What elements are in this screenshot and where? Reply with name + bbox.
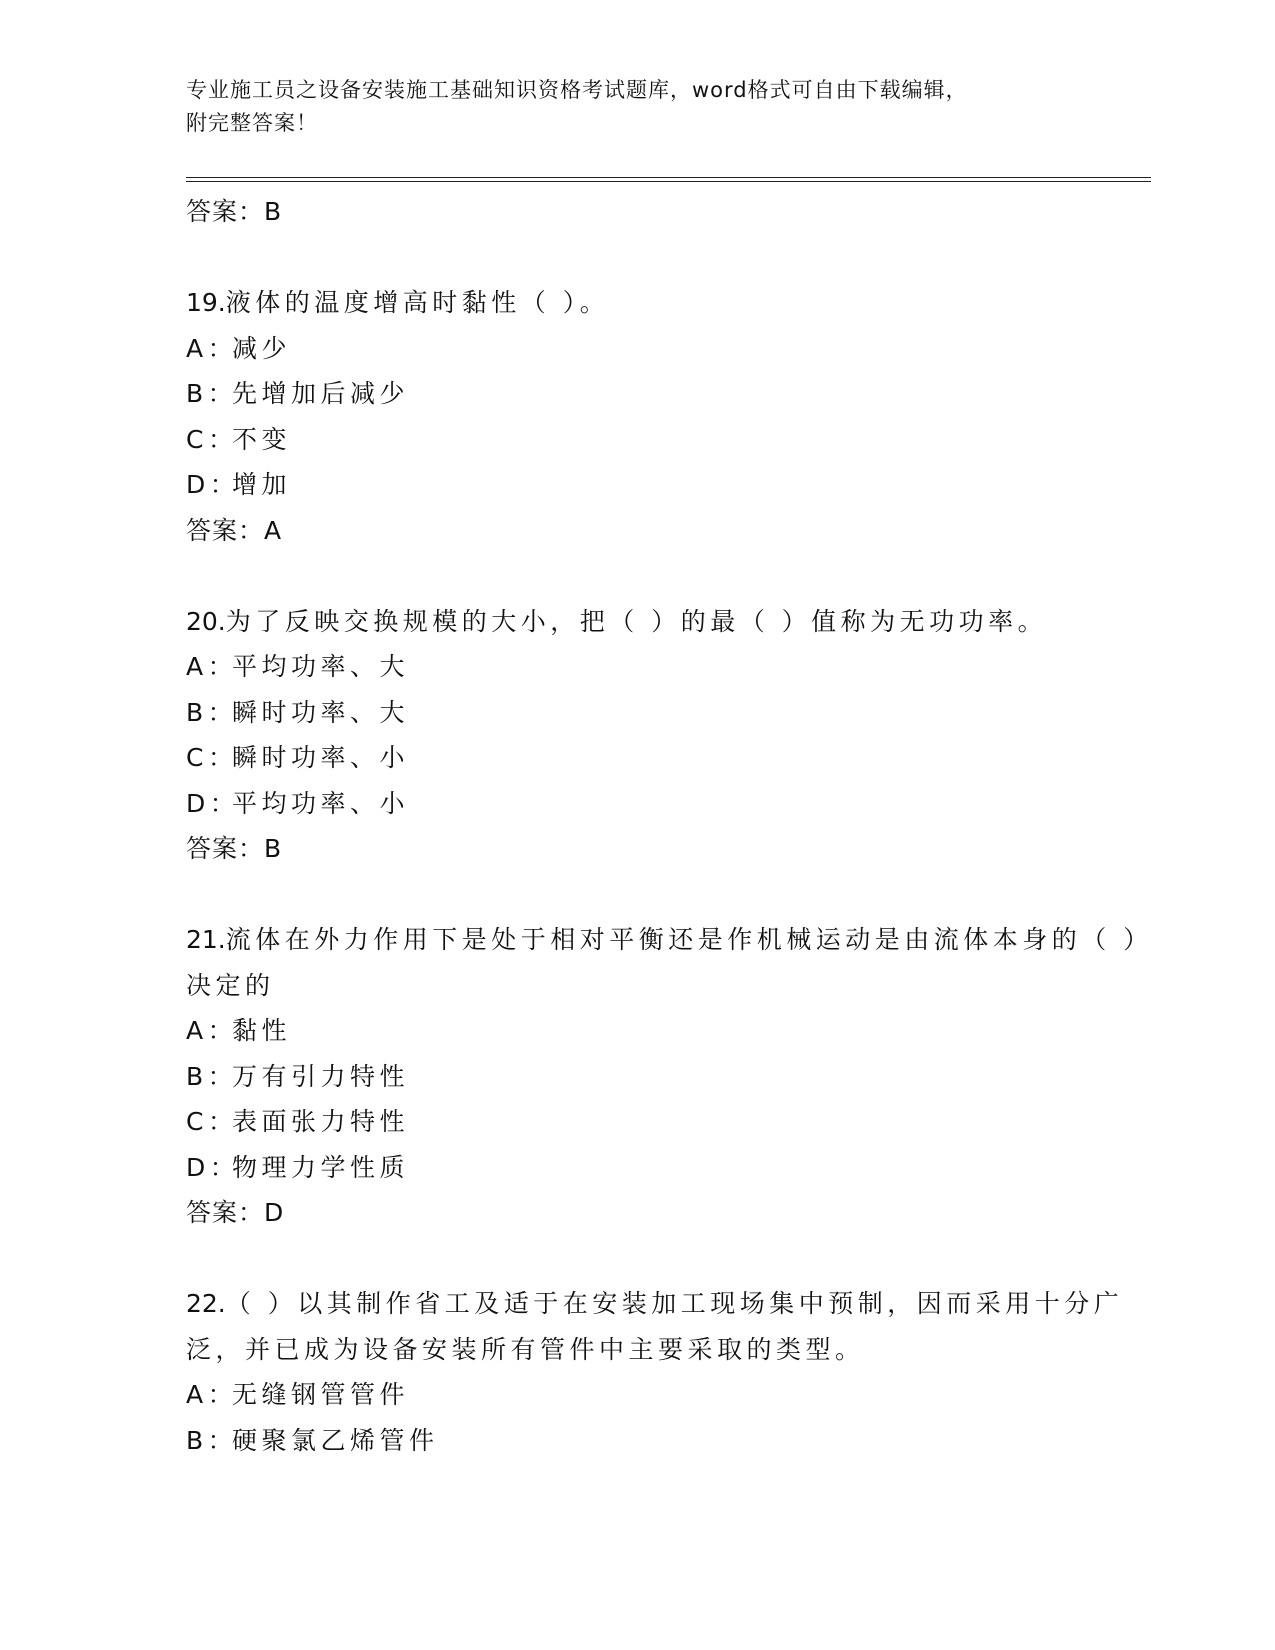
- option-letter: A：: [186, 1016, 238, 1045]
- option-b: [186, 690, 1146, 736]
- option-b: [186, 371, 1146, 417]
- option-text: 无缝钢管管件: [232, 1380, 410, 1409]
- answer-line: 答案：A: [186, 515, 283, 545]
- answer-line: 答案：B: [186, 834, 283, 863]
- option-text: 平均功率、大: [232, 652, 410, 681]
- option-letter: A：: [186, 333, 238, 363]
- option-d: [186, 1145, 1146, 1191]
- option-text: 不变: [232, 424, 292, 454]
- option-d: [186, 781, 1146, 827]
- option-text: 瞬时功率、大: [232, 697, 410, 727]
- option-letter: A：: [186, 652, 238, 681]
- question-stem: （ ）以其制作省工及适于在安装加工现场集中预制，因而采用十分广泛，并已成为设备安装所有管件中主要采取的类型。: [186, 1289, 1124, 1364]
- option-text: 增加: [232, 470, 292, 499]
- option-b: [186, 1418, 1146, 1464]
- question-list: [186, 189, 1146, 1463]
- option-letter: C：: [186, 424, 238, 454]
- option-letter: C：: [186, 743, 238, 772]
- option-a: [186, 644, 1146, 690]
- option-text: 减少: [232, 333, 292, 363]
- question-number: 20.: [186, 606, 226, 636]
- option-text: 瞬时功率、小: [232, 743, 410, 772]
- option-letter: D：: [186, 788, 240, 818]
- question-text: [186, 599, 1146, 645]
- option-text: 万有引力特性: [232, 1061, 410, 1091]
- option-a: [186, 1008, 1146, 1054]
- question-19: [186, 280, 1146, 553]
- option-c: [186, 1099, 1146, 1145]
- option-d: [186, 462, 1146, 508]
- question-number: 19.: [186, 288, 226, 317]
- option-letter: B：: [186, 1061, 238, 1091]
- header-divider-bottom: [186, 181, 1151, 182]
- question-number: 22.: [186, 1289, 226, 1318]
- option-text: 平均功率、小: [232, 788, 410, 818]
- option-b: [186, 1054, 1146, 1100]
- option-letter: B：: [186, 379, 238, 408]
- option-letter: A：: [186, 1380, 238, 1409]
- question-22: [186, 1281, 1146, 1463]
- option-c: [186, 735, 1146, 781]
- option-letter: D：: [186, 1152, 240, 1182]
- option-letter: B：: [186, 697, 238, 727]
- answer-line: 答案：D: [186, 1198, 285, 1227]
- question-text: [186, 280, 1146, 326]
- document-header: [186, 74, 1086, 140]
- option-letter: D：: [186, 470, 240, 499]
- header-line-2: 附完整答案！: [186, 111, 318, 135]
- question-21: [186, 917, 1146, 1235]
- question-20: [186, 599, 1146, 872]
- header-divider-top: [186, 177, 1151, 178]
- option-a: [186, 326, 1146, 372]
- question-number: 21.: [186, 925, 226, 954]
- option-a: [186, 1372, 1146, 1418]
- question-stem: 为了反映交换规模的大小，把（ ）的最（ ）值称为无功功率。: [225, 606, 1048, 636]
- header-line-1: 专业施工员之设备安装施工基础知识资格考试题库，word格式可自由下载编辑，: [186, 78, 968, 102]
- option-text: 黏性: [232, 1016, 292, 1045]
- option-text: 物理力学性质: [232, 1152, 410, 1182]
- option-text: 硬聚氯乙烯管件: [232, 1425, 439, 1455]
- question-stem: 流体在外力作用下是处于相对平衡还是作机械运动是由流体本身的（ ）决定的: [186, 925, 1141, 1000]
- option-text: 先增加后减少: [232, 379, 410, 408]
- option-letter: B：: [186, 1425, 238, 1455]
- question-text: [186, 1281, 1146, 1372]
- question-text: [186, 917, 1146, 1008]
- option-text: 表面张力特性: [232, 1107, 410, 1136]
- question-stem: 液体的温度增高时黏性（ ）。: [225, 288, 610, 317]
- option-c: [186, 417, 1146, 463]
- option-letter: C：: [186, 1107, 238, 1136]
- answer-line: 答案：B: [186, 197, 283, 226]
